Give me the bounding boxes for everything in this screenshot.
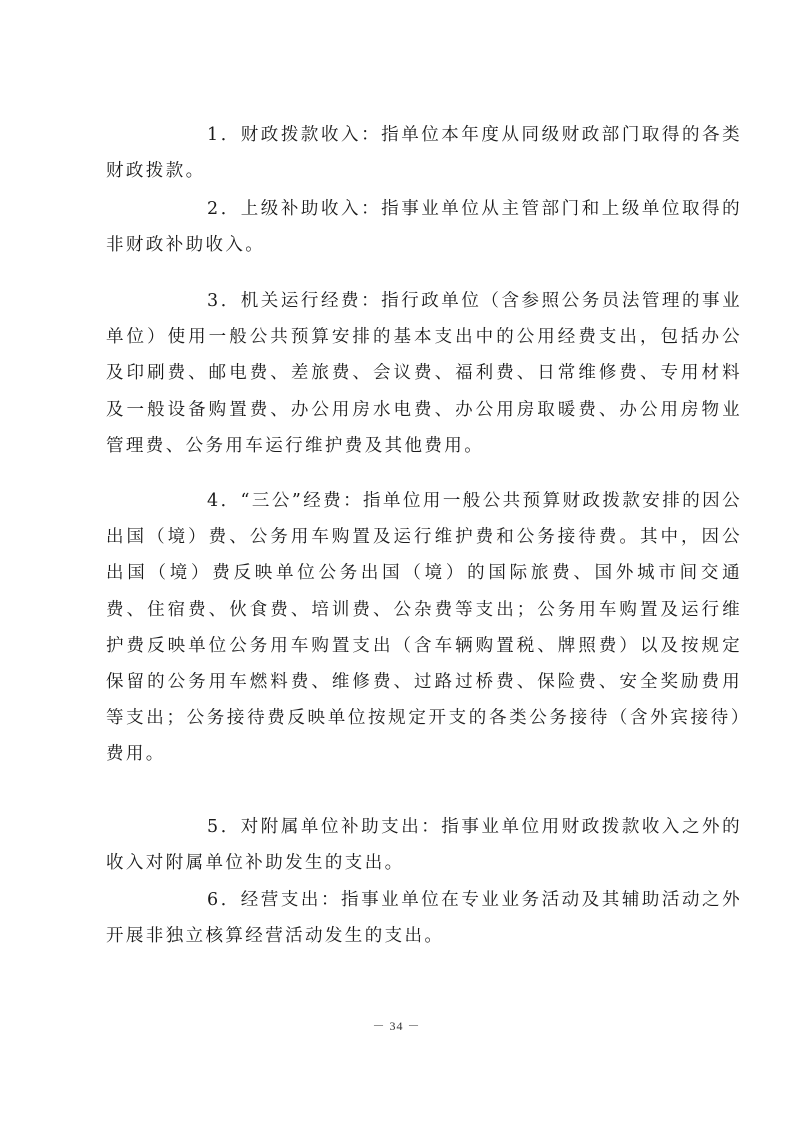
paragraph-business-expenditure: 6．经营支出：指事业单位在专业业务活动及其辅助活动之外开展非独立核算经营活动发生的支出。 [106, 890, 742, 947]
paragraph-fiscal-appropriation-income: 1．财政拨款收入：指单位本年度从同级财政部门取得的各类财政拨款。 [106, 125, 742, 182]
paragraph-agency-operating-expenses: 3．机关运行经费：指行政单位（含参照公务员法管理的事业单位）使用一般公共预算安排的基本支出中的公用经费支出，包括办公及印刷费、邮电费、差旅费、会议费、福利费、日常维修费、专用材料及一般设备购置费、办公用房水电费、办公用房取暖费、办公用房物业管理费、公务用车运行维护费及其他费用。 [106, 291, 742, 456]
paragraph-superior-subsidy-income: 2．上级补助收入：指事业单位从主管部门和上级单位取得的非财政补助收入。 [106, 199, 742, 256]
paragraph-three-public-expenses: 4．“三公”经费：指单位用一般公共预算财政拨款安排的因公出国（境）费、公务用车购置及运行维护费和公务接待费。其中，因公出国（境）费反映单位公务出国（境）的国际旅费、国外城市间交通费、住宿费、伙食费、培训费、公杂费等支出；公务用车购置及运行维护费反映单位公务用车购置支出（含车辆购置税、牌照费）以及按规定保留的公务用车燃料费、维修费、过路过桥费、保险费、安全奖励费用等支出；公务接待费反映单位按规定开支的各类公务接待（含外宾接待）费用。 [106, 491, 742, 765]
page-number: － 34 － [372, 1019, 421, 1033]
paragraph-subsidiary-unit-subsidy: 5．对附属单位补助支出：指事业单位用财政拨款收入之外的收入对附属单位补助发生的支出。 [106, 817, 742, 874]
